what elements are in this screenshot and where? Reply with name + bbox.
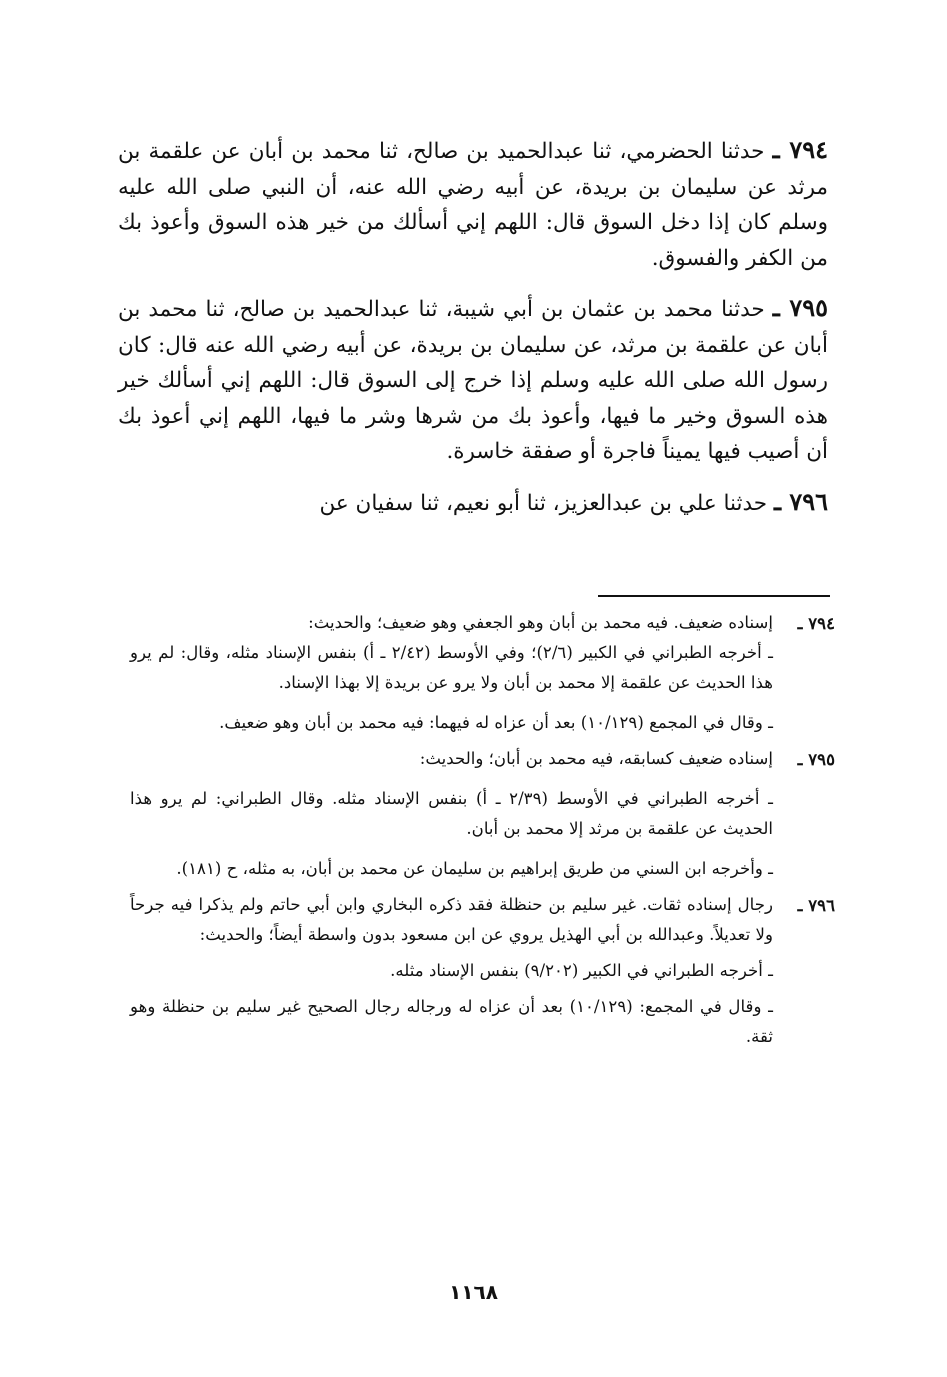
footnote-number: ٧٩٦ ـ (797, 895, 835, 915)
footnote-794 (130, 608, 835, 738)
hadith-text: حدثنا الحضرمي، ثنا عبدالحميد بن صالح، ثنا محمد بن أبان عن علقمة بن مرثد عن سليمان بن بريدة، عن أبيه رضي الله عنه، أن النبي صلى الله عليه وسلم كان إذا دخل السوق قال: اللهم إني أسألك من خير هذه السوق وأعوذ بك من الكفر والفسوق. (118, 139, 828, 271)
footnote-number: ٧٩٥ ـ (797, 749, 835, 769)
hadith-text: حدثنا محمد بن عثمان بن أبي شيبة، ثنا عبدالحميد بن صالح، ثنا محمد بن أبان عن علقمة بن مرثد، عن سليمان بن بريدة، عن أبيه رضي الله عنه قال: كان رسول الله صلى الله عليه وسلم إذا خرج إلى السوق قال: اللهم إني أسألك خير هذه السوق وخير ما فيها، وأعوذ بك من شرها وشر ما فيها، اللهم إني أعوذ بك أن أصيب فيها يميناً فاجرة أو صفقة خاسرة. (118, 297, 828, 464)
footnote-line: ـ أخرجه الطبراني في الأوسط (٢/٣٩ ـ أ) بنفس الإسناد مثله. وقال الطبراني: لم يرو هذا الحديث عن علقمة بن مرثد إلا محمد بن أبان. (130, 789, 773, 838)
footnote-number: ٧٩٤ ـ (797, 613, 835, 633)
footnotes (130, 608, 835, 1052)
hadith-795 (118, 290, 828, 470)
footnote-line: ـ أخرجه الطبراني في الكبير (٢/٦)؛ وفي الأوسط (٢/٤٢ ـ أ) بنفس الإسناد مثله، وقال: لم يرو هذا الحديث عن علقمة إلا محمد بن أبان ولا يرو عن بريدة إلا بهذا الإسناد. (130, 643, 773, 692)
footnote-796 (130, 890, 835, 1052)
hadith-796 (118, 484, 828, 522)
hadith-text: حدثنا علي بن عبدالعزيز، ثنا أبو نعيم، ثنا سفيان عن (319, 490, 774, 516)
hadith-number: ٧٩٦ ـ (773, 486, 828, 516)
hadith-number: ٧٩٥ ـ (772, 293, 829, 322)
footnote-line: رجال إسناده ثقات. غير سليم بن حنظلة فقد ذكره البخاري وابن أبي حاتم ولم يذكرا فيه جرحاً ولا تعديلاً. وعبدالله بن أبي الهذيل يروي عن ابن مسعود بدون واسطة أيضاً؛ والحديث: (130, 895, 773, 944)
footnote-line: ـ وأخرجه ابن السني من طريق إبراهيم بن سليمان عن محمد بن أبان، به مثله، ح (١٨١). (176, 859, 773, 878)
page-number: ١١٦٨ (449, 1280, 498, 1304)
footnote-line: إسناده ضعيف. فيه محمد بن أبان وهو الجعفي وهو ضعيف؛ والحديث: (308, 613, 773, 632)
footnote-line: إسناده ضعيف كسابقه، فيه محمد بن أبان؛ والحديث: (419, 749, 773, 768)
footnote-795 (130, 744, 835, 884)
footnote-line: ـ وقال في المجمع (١٠/١٢٩) بعد أن عزاه له فيهما: فيه محمد بن أبان وهو ضعيف. (219, 713, 773, 732)
hadith-number: ٧٩٤ ـ (772, 135, 828, 164)
footnote-line: ـ وقال في المجمع: (١٠/١٢٩) بعد أن عزاه له ورجاله رجال الصحيح غير سليم بن حنظلة وهو ثقة. (130, 997, 773, 1046)
footnote-separator (598, 595, 830, 597)
footnote-line: ـ أخرجه الطبراني في الكبير (٩/٢٠٢) بنفس الإسناد مثله. (390, 961, 773, 980)
hadith-794 (118, 132, 828, 276)
main-text (118, 132, 828, 521)
